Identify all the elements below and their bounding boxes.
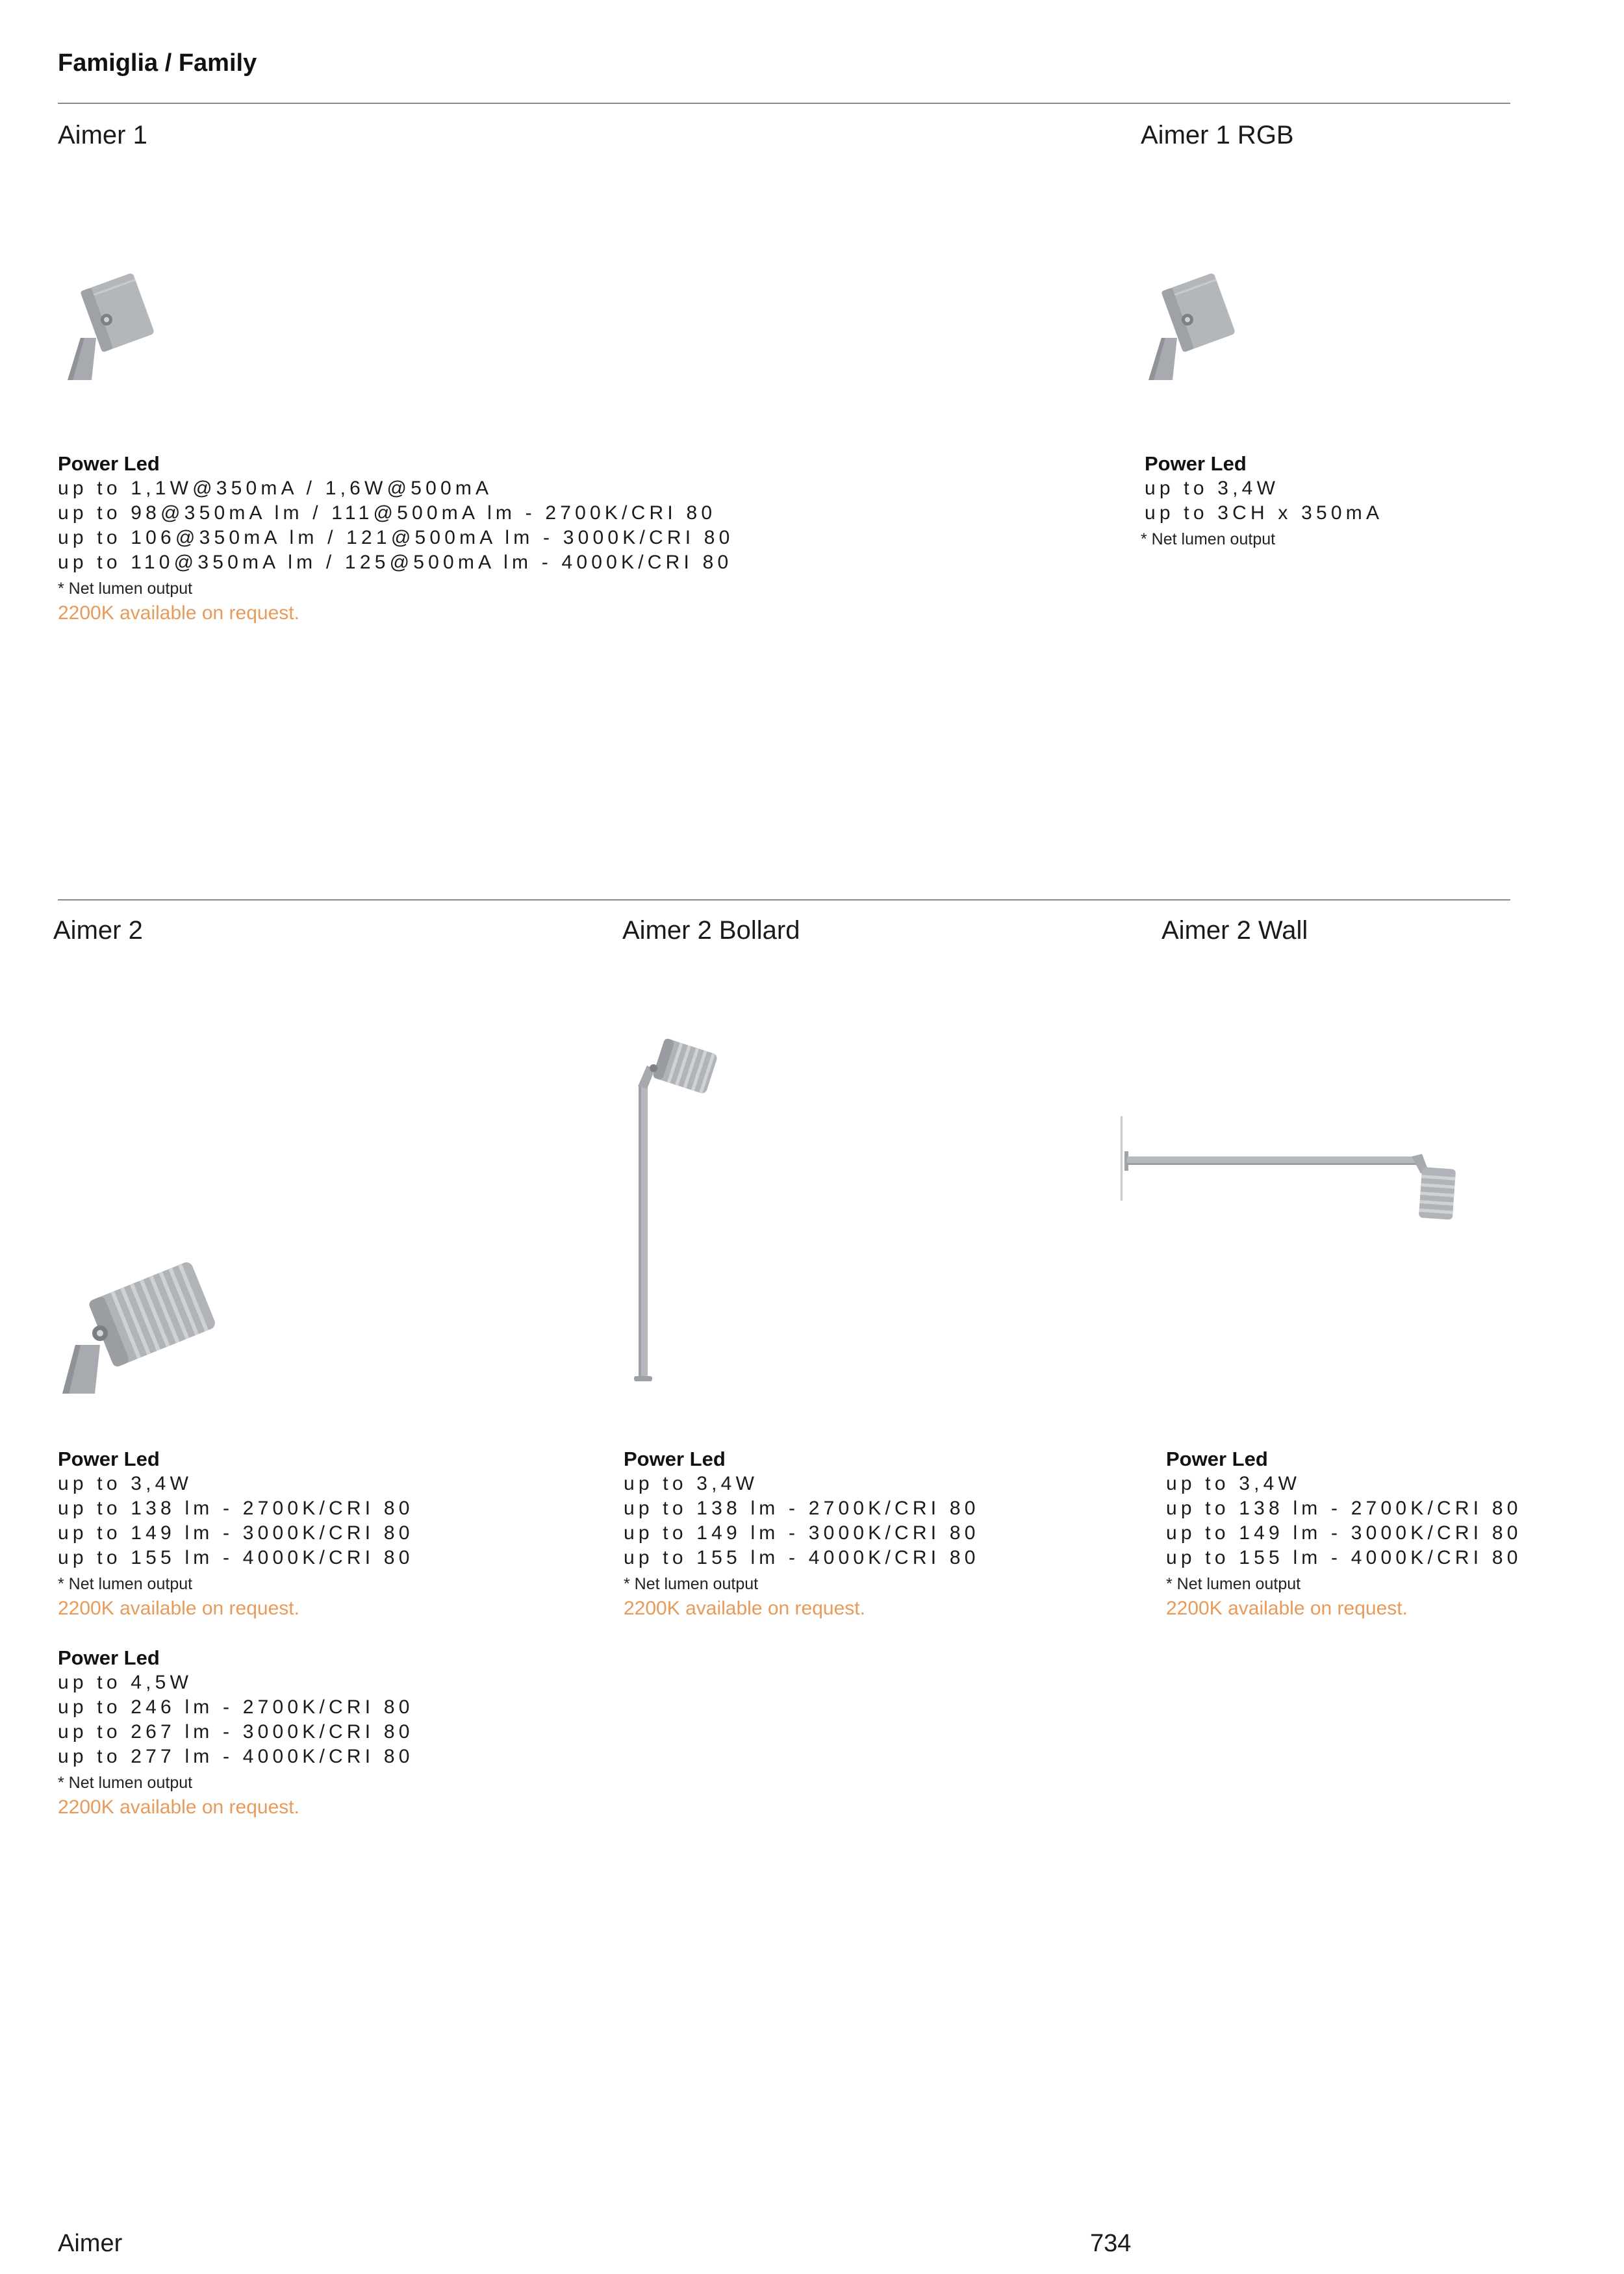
spec-line: up to 3,4W xyxy=(1145,478,1280,499)
spec-block-aimer-2-high-power xyxy=(58,1645,414,1820)
middle-divider xyxy=(58,899,1510,901)
product-name-aimer-2-wall: Aimer 2 Wall xyxy=(1161,916,1308,945)
spec-option: 2200K available on request. xyxy=(624,1598,865,1619)
product-name-aimer-2: Aimer 2 xyxy=(53,916,143,945)
spec-line: up to 3,4W xyxy=(624,1473,759,1494)
top-divider xyxy=(58,103,1510,104)
spec-note: * Net lumen output xyxy=(1141,530,1276,548)
spec-line: up to 155 lm - 4000K/CRI 80 xyxy=(1166,1547,1522,1568)
spec-heading: Power Led xyxy=(1166,1448,1268,1470)
spec-line: up to 155 lm - 4000K/CRI 80 xyxy=(58,1547,414,1568)
product-name-aimer-1: Aimer 1 xyxy=(58,121,147,149)
spec-block-aimer-2-bollard xyxy=(624,1446,980,1621)
spec-heading: Power Led xyxy=(1145,452,1247,475)
spec-note: * Net lumen output xyxy=(624,1575,759,1593)
spec-line: up to 138 lm - 2700K/CRI 80 xyxy=(624,1498,980,1519)
spec-line: up to 267 lm - 3000K/CRI 80 xyxy=(58,1721,414,1743)
spec-block-aimer-2 xyxy=(58,1446,414,1621)
spec-heading: Power Led xyxy=(58,1448,160,1470)
family-title: Famiglia / Family xyxy=(58,49,257,77)
product-name-aimer-1-rgb: Aimer 1 RGB xyxy=(1141,121,1294,149)
aimer-2-bollard-icon xyxy=(624,1040,728,1384)
spec-note: * Net lumen output xyxy=(58,1774,193,1792)
spec-line: up to 3,4W xyxy=(58,1473,193,1494)
spec-line: up to 149 lm - 3000K/CRI 80 xyxy=(624,1522,980,1544)
spec-line: up to 106@350mA lm / 121@500mA lm - 3000K/CRI 80 xyxy=(58,527,734,548)
spec-block-aimer-2-wall xyxy=(1166,1446,1522,1621)
spec-line: up to 138 lm - 2700K/CRI 80 xyxy=(1166,1498,1522,1519)
product-name-aimer-2-bollard: Aimer 2 Bollard xyxy=(622,916,800,945)
spec-heading: Power Led xyxy=(624,1448,726,1470)
spec-line: up to 277 lm - 4000K/CRI 80 xyxy=(58,1746,414,1767)
spec-option: 2200K available on request. xyxy=(1166,1598,1408,1619)
spec-line: up to 149 lm - 3000K/CRI 80 xyxy=(58,1522,414,1544)
spec-line: up to 3CH x 350mA xyxy=(1145,502,1384,524)
page-number: 734 xyxy=(1090,2230,1132,2257)
spec-heading: Power Led xyxy=(58,1646,160,1669)
spec-option: 2200K available on request. xyxy=(58,602,299,624)
spec-note: * Net lumen output xyxy=(58,580,193,598)
spec-option: 2200K available on request. xyxy=(58,1796,299,1818)
aimer-1-projector-icon xyxy=(62,266,157,383)
aimer-1-rgb-projector-icon xyxy=(1143,266,1237,383)
spec-option: 2200K available on request. xyxy=(58,1598,299,1619)
spec-heading: Power Led xyxy=(58,452,160,475)
aimer-2-wall-arm-icon xyxy=(1121,1111,1458,1221)
spec-line: up to 155 lm - 4000K/CRI 80 xyxy=(624,1547,980,1568)
spec-line: up to 3,4W xyxy=(1166,1473,1301,1494)
spec-note: * Net lumen output xyxy=(1166,1575,1301,1593)
spec-line: up to 138 lm - 2700K/CRI 80 xyxy=(58,1498,414,1519)
footer-section-title: Aimer xyxy=(58,2230,123,2257)
spec-line: up to 149 lm - 3000K/CRI 80 xyxy=(1166,1522,1522,1544)
spec-note: * Net lumen output xyxy=(58,1575,193,1593)
spec-block-aimer-1 xyxy=(58,451,734,626)
spec-line: up to 4,5W xyxy=(58,1672,193,1693)
aimer-2-projector-icon xyxy=(57,1254,213,1397)
spec-line: up to 1,1W@350mA / 1,6W@500mA xyxy=(58,478,493,499)
spec-line: up to 246 lm - 2700K/CRI 80 xyxy=(58,1696,414,1718)
spec-block-aimer-1-rgb xyxy=(1141,451,1384,549)
spec-line: up to 110@350mA lm / 125@500mA lm - 4000K/CRI 80 xyxy=(58,552,733,573)
spec-line: up to 98@350mA lm / 111@500mA lm - 2700K/CRI 80 xyxy=(58,502,717,524)
